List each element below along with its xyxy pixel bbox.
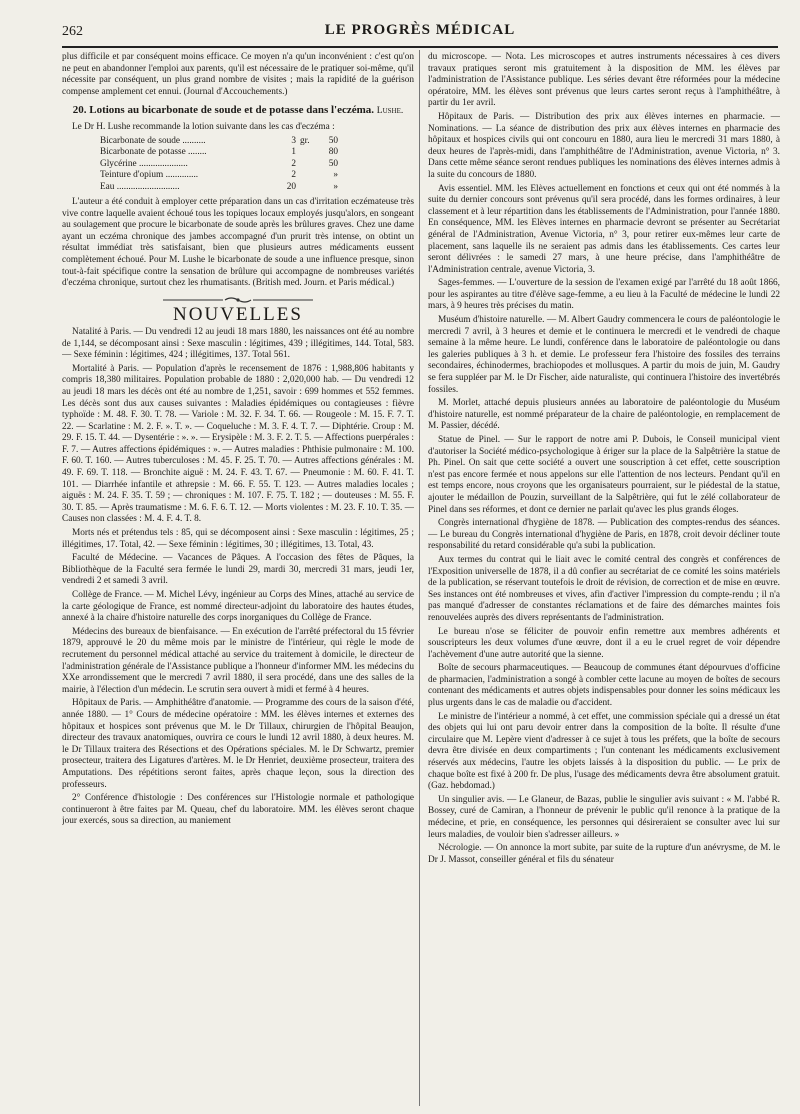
ingredient-row: [100, 159, 338, 170]
page-number: 262: [62, 24, 83, 39]
section-heading-lotions: [62, 104, 414, 118]
ornament-icon: [163, 296, 313, 304]
ingredient-name: Teinture d'opium ..............: [100, 170, 199, 181]
ingredient-unit: [300, 159, 318, 170]
ingredients-table: [100, 136, 338, 193]
ingredient-unit: [300, 147, 318, 158]
paragraph-conference: 2° Conférence d'histologie : Des conférences sur l'Histologie normale et pathologique continueront à être faites par M. Queau, chef du laboratoire. MM. les élèves seront chaque jour exercés, sous sa direction, au maniement: [62, 793, 414, 827]
ingredient-row: [100, 170, 338, 181]
ingredient-quantity: 2: [291, 158, 296, 169]
paragraph-museum: Muséum d'histoire naturelle. — M. Albert Gaudry commencera le cours de paléontologie le mercredi 7 avril, à 3 heures et demie et le continuera le mercredi et le vendredi de chaque semaine à la même heure. Le lundi, conférence dans le laboratoire de paléontologie ou dans les galeries publiques à 3 h. et demie. Le professeur fera l'histoire des fossiles des terrains secondaires, échinodermes, brachiopodes et mollusques. A partir du mois de juin, M. Gaudry se fera suppléer par M. le Dr Fischer, aide naturaliste, qui continuera l'histoire des invertébrés fossiles.: [428, 315, 780, 395]
ingredient-quantity: 20: [286, 181, 296, 192]
header-rule: [62, 46, 778, 48]
ingredient-fraction: »: [333, 181, 338, 192]
ingredient-quantity: 1: [291, 147, 296, 158]
ingredient-unit: [300, 182, 318, 193]
ingredient-quantity: 2: [291, 170, 296, 181]
ingredient-unit: [300, 170, 318, 181]
paragraph-faculte: Faculté de Médecine. — Vacances de Pâques. A l'occasion des fêtes de Pâques, la Bibliothèque de la Faculté sera fermée le lundi 29, mardi 30, mercredi 31 mars, jeudi 1er, vendredi 2 et samedi 3 avril.: [62, 553, 414, 587]
paragraph-auteur: L'auteur a été conduit à employer cette préparation dans un cas d'irritation eczémateuse très vive contre laquelle avaient échoué tous les topiques locaux employés jusqu'alors, en songeant au soulagement que procure le bicarbonate de soude après les brûlures graves. Chez une dame ayant un eczéma chronique des jambes accompagné d'un prurit très intense, on obtint un résultat immédiat très satisfaisant, bien que plusieurs autres médicaments eussent complètement échoué. Pour M. Lushe le bicarbonate de soude a une influence presque, sinon tout-à-fait spécifique contre la sensation de brûlure qui accompagne de nombreuses variétés d'eczéma chronique, surtout chez les rhumatisants. (British med. Journ. et Paris médical.): [62, 197, 414, 289]
paragraph-morts-nes: Morts nés et prétendus tels : 85, qui se décomposent ainsi : Sexe masculin : légitimes, 25 ; illégitimes, 17. Total, 42. — Sexe féminin : légitimes, 30 ; illégitimes, 13. Total, 43.: [62, 528, 414, 550]
paragraph-necrologie: Nécrologie. — On annonce la mort subite, par suite de la rupture d'un anévrysme, de M. le Dr J. Massot, conseiller général et fils du sénateur: [428, 843, 780, 865]
paragraph-bureau: Le bureau n'ose se féliciter de pouvoir enfin remettre aux membres adhérents et souscripteurs les deux volumes d'une œuvre, dont il a eu le cruel regret de voir dépendre l'achèvement d'une autre autorité que la sienne.: [428, 626, 780, 660]
ingredient-name: Bicarbonate de potasse ........: [100, 147, 207, 158]
paragraph-hopitaux-amphitheatre: Hôpitaux de Paris. — Amphithéâtre d'anatomie. — Programme des cours de la saison d'été, année 1880. — 1° Cours de médecine opératoire : MM. les élèves internes et externes des hôpitaux et hospices sont prévenus que M. le Dr Tillaux, chirurgien de l'hôpital Beaujon, directeur des travaux anatomiques, ouvrira ce cours le lundi 12 avril 1880, à deux heures. M. le Dr Tillaux traitera des Résections et des Opérations spéciales. M. le Dr Schwartz, premier prosecteur, traitera des Ligatures d'artères. M. le Dr Henriet, deuxième prosecteur, traitera des Amputations. Des répétitions seront faites, après chaque leçon, sous la direction des professeurs.: [62, 698, 414, 790]
ingredient-quantity: 3: [291, 135, 296, 146]
paragraph-singulier-avis: Un singulier avis. — Le Glaneur, de Bazas, publie le singulier avis suivant : « M. l'abbé R. Bossey, curé de Camiran, a l'honneur de prévenir le public qu'il renonce à la pratique de la médecine, et prie, en conséquence, les personnes qui désireraient se consulter avec lui sur leurs maladies, de vouloir bien s'adresser ailleurs. »: [428, 794, 780, 840]
ingredient-row: [100, 147, 338, 158]
page-header: [62, 20, 778, 44]
paragraph-continuation: du microscope. — Nota. Les microscopes et autres instruments nécessaires à ces divers travaux pratiques seront mis gratuitement à la disposition de MM. les élèves par l'administration de l'Assistance publique. Les séries devant être réformées pour la médecine opératoire, MM. les élèves sont prévenus que leurs cartes seront reçus à l'amphithéâtre, à partir du 1er avril.: [428, 52, 780, 109]
journal-title: LE PROGRÈS MÉDICAL: [324, 22, 516, 38]
ingredient-name: Eau ...........................: [100, 181, 180, 192]
paragraph-mortalite: Mortalité à Paris. — Population d'après le recensement de 1876 : 1,988,806 habitants y compris 18,380 militaires. Population probable de 1880 : 2,020,000 hab. — Du vendredi 12 au jeudi 18 mars les décès ont été au nombre de 1,251, savoir : 699 hommes et 552 femmes. Les décès sont dus aux causes suivantes : Maladies épidémiques ou contagieuses : fièvre typhoïde : M. 48. F. 30. T. 78. — Variole : M. 32. F. 34. T. 66. — Rougeole : M. 15. F. 7. T. 22. — Scarlatine : M. 2. F. ». T. ». — Coqueluche : M. 3. F. 4. T. 7. — Diphtérie. Croup : M. 29. F. 15. T. 44. — Dysentérie : ». ». — Erysipèle : M. 3. F. 2. T. 5. — Affections puerpérales : F. 7. — Autres affections épidémiques : ». — Autres maladies : Phthisie pulmonaire : M. 100. F. 60. T. 160. — Autres tuberculoses : M. 45. F. 25. T. 70. — Autres affections générales : M. 49. F. 69. T. 118. — Bronchite aiguë : M. 24. F. 43. T. 67. — Pneumonie : M. 60. F. 41. T. 101. — Diarrhée infantile et athrepsie : M. 66. F. 55. T. 123. — Autres maladies locales ; aiguës : M. 24. F. 35. T. 59 ; — chroniques : M. 107. F. 75. T. 182 ; — douteuses : M. 55. F. 30. T. 85. — Après traumatisme : M. 6. F. 6. T. 12. — Morts violentes : M. 23. F. 10. T. 35. — Causes non classées : M. 4. F. 4. T. 8.: [62, 363, 414, 525]
paragraph-morlet: M. Morlet, attaché depuis plusieurs années au laboratoire de paléontologie du Muséum d'histoire naturelle, est nommé préparateur de la chaire de paléontologie, en remplacement de M. Passier, décédé.: [428, 398, 780, 432]
nouvelles-heading: NOUVELLES: [173, 304, 303, 326]
ingredient-name: Bicarbonate de soude ..........: [100, 135, 206, 146]
paragraph-lushe: Le Dr H. Lushe recommande la lotion suivante dans les cas d'eczéma :: [72, 122, 335, 133]
ingredient-fraction: 50: [328, 158, 338, 169]
left-column: [62, 52, 414, 1104]
paragraph-natalite: Natalité à Paris. — Du vendredi 12 au jeudi 18 mars 1880, les naissances ont été au nombre de 1,144, se décomposant ainsi : Sexe masculin : légitimes, 439 ; illégitimes, 144. Total, 583. — Sexe féminin : légitimes, 424 ; illégitimes, 137. Total 561.: [62, 326, 414, 361]
ingredient-unit: gr.: [300, 135, 310, 146]
section-author: Lushe.: [376, 106, 404, 117]
paragraph-ministre: Le ministre de l'intérieur a nommé, à cet effet, une commission spéciale qui a dressé un état des objets qui lui ont paru devoir entrer dans la composition de la boîte. Il résulte d'une circulaire que M. Lepère vient d'adresser à ce sujet à tous les préfets, que la boîte de secours devra être divisée en deux compartiments ; l'un contenant les médicaments exclusivement réservés aux médecins, l'autre les objets laissés à la disposition du public. — Le prix de chaque boîte est fixé à 200 fr. De plus, l'usage des médicaments devra être absolument gratuit. (Gaz. hebdomad.): [428, 711, 780, 792]
paragraph-intro: plus difficile et par conséquent moins efficace. Ce moyen n'a qu'un inconvénient : c'est qu'on ne peut en abandonner l'emploi aux parents, qu'il est nécessaire de le pratiquer soi-même, qu'il nécessite par conséquent, un plus grand nombre de visites ; mais la rapidité de la guérison compense amplement cet ennui. (Journal d'Accouchements.): [62, 52, 414, 97]
paragraph-congres: Congrès international d'hygiène de 1878. — Publication des comptes-rendus des séances. — Le bureau du Congrès international d'hygiène de Paris, en 1878, croit devoir décliner toute responsabilité du retard considérable qu'a subi la publication.: [428, 518, 780, 552]
paragraph-hopitaux-prix: Hôpitaux de Paris. — Distribution des prix aux élèves internes en pharmacie. — Nominations. — La séance de distribution des prix aux élèves internes en pharmacie des hôpitaux et hospices civils qui ont concouru en 1880, aura lieu le mercredi 31 mars 1880, à deux heures de l'après-midi, dans l'amphithéâtre de l'Administration, avenue Victoria, n° 3. Dans cette même séance seront rendues publiques les nominations des élèves internes admis à la suite du concours de 1880.: [428, 111, 780, 180]
column-divider: [419, 50, 420, 1106]
ingredient-row: [100, 182, 338, 193]
right-column: [428, 52, 780, 1104]
paragraph-college: Collège de France. — M. Michel Lévy, ingénieur au Corps des Mines, attaché au service de la carte géologique de France, est nommé directeur-adjoint du laboratoire des hautes études, annexé à la chaire d'histoire naturelle des corps inorganiques du Collège de France.: [62, 590, 414, 624]
paragraph-boite-secours: Boîte de secours pharmaceutiques. — Beaucoup de communes étant dépourvues d'officine de pharmacien, l'administration a songé à combler cette lacune au moyen de boîtes de secours contenant des médicaments et autres objets indispensables pour donner les soins médicaux les plus urgents dans le cas de maladie ou d'accident.: [428, 663, 780, 709]
ingredient-fraction: 80: [328, 147, 338, 158]
paragraph-statue-pinel: Statue de Pinel. — Sur le rapport de notre ami P. Dubois, le Conseil municipal vient d'autoriser la Société médico-psychologique à ériger sur la place de la Salpêtrière la statue de Ph. Pinel. On sait que cette société a ouvert une souscription à cet effet, cette souscription n'est pas encore fermée et nous appelons sur elle l'attention de nos lecteurs. Pendant qu'il en est temps encore, nous croyons que les organisateurs pourraient, sur le piédestal de la statue, ajouter le médaillon de Pouzin, surveillant de la Salpêtrière, qui fut le zélé collaborateur de Pinel dans ses réformes, et dont ce dernier ne parlait qu'avec les plus grands éloges.: [428, 435, 780, 515]
paragraph-sages-femmes: Sages-femmes. — L'ouverture de la session de l'examen exigé par l'arrêté du 18 août 1866, pour les aspirantes au titre d'élève sage-femme, a eu lieu à la Faculté de médecine le lundi 22 mars, à 9 heures très précises du matin.: [428, 278, 780, 312]
ingredient-row: [100, 136, 338, 147]
ingredient-name: Glycérine .....................: [100, 158, 188, 169]
section-title: 20. Lotions au bicarbonate de soude et de potasse dans l'eczéma.: [72, 104, 375, 117]
ingredient-fraction: 50: [328, 135, 338, 146]
paragraph-medecins: Médecins des bureaux de bienfaisance. — En exécution de l'arrêté préfectoral du 15 février 1879, approuvé le 20 du même mois par le ministre de l'intérieur, qui règle le mode de recrutement du personnel médical attaché au service du traitement à domicile, le directeur de l'administration générale de l'Assistance publique a l'honneur d'informer MM. les médecins du XXe arrondissement que le mercredi 7 avril 1880, il sera procédé, dans une des salles de la mairie, à l'élection d'un médecin. Le scrutin sera ouvert à midi et fermé à 4 heures.: [62, 626, 414, 695]
paragraph-avis: Avis essentiel. MM. les Elèves actuellement en fonctions et ceux qui ont été nommés à la suite du dernier concours sont prévenus qu'il sera procédé, dans les formes ordinaires, à leur classement et à leur répartition dans les établissements de l'Administration, pour l'année 1880. En conséquence, MM. les Elèves internes en pharmacie devront se présenter au Secrétariat général de l'Administration, Avenue Victoria, n° 3, pour retirer eux-mêmes leur carte de placement, sans laquelle ils ne seraient pas admis dans les établissements. Ces cartes leur seront délivrées : le samedi 27 mars, à une heure précise, dans l'amphithéâtre de l'Administration centrale, avenue Victoria, 3.: [428, 183, 780, 275]
ingredient-fraction: »: [333, 170, 338, 181]
paragraph-termes: Aux termes du contrat qui le liait avec le comité central des congrès et conférences de l'Exposition universelle de 1878, il a dû confier au secrétariat de ce comité les soins matériels de la publication, se réservant toutefois le droit de révision, de correction et de mise en œuvre. Ses instances ont été nombreuses et vives, afin d'activer l'impression du compte-rendu ; il n'a pas manqué d'adresser de constantes réclamations et de faire des démarches maintes fois renouvelées auprès des divers représentants de l'administration.: [428, 554, 780, 623]
